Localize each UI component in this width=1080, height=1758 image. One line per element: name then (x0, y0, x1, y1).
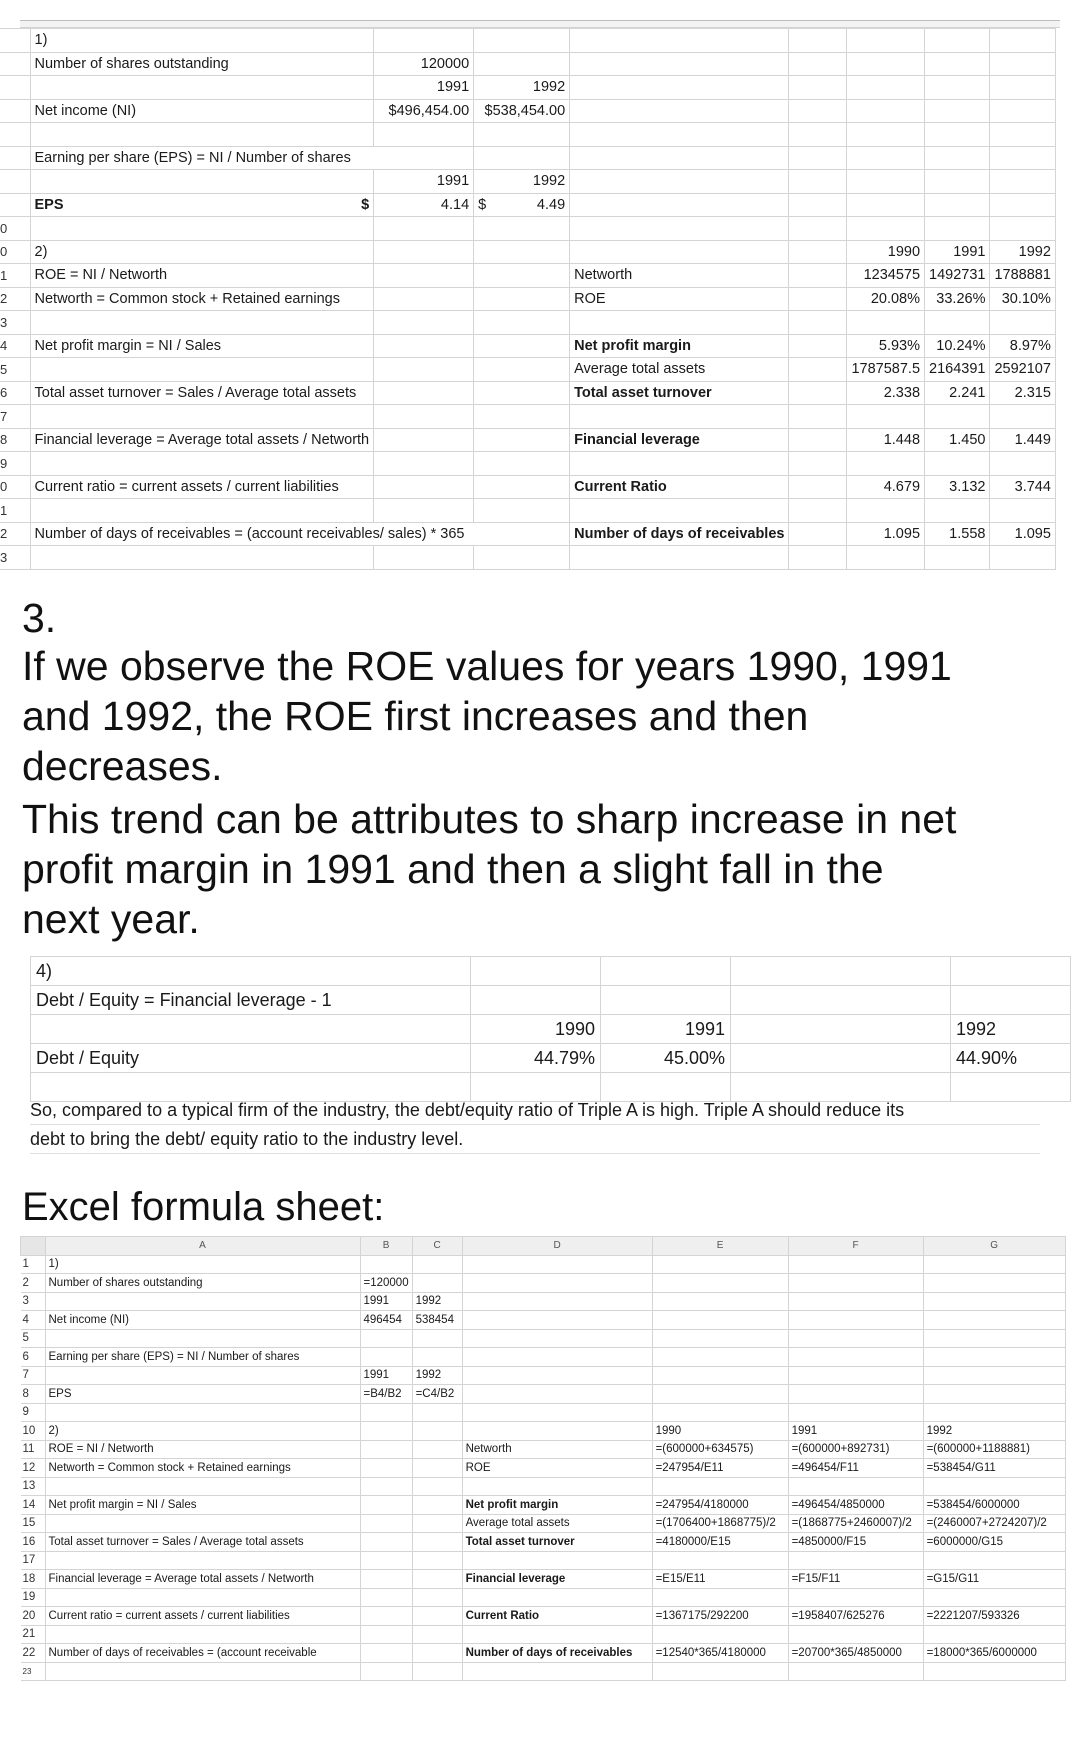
cell-e15[interactable]: =(1706400+1868775)/2 (652, 1514, 788, 1533)
cell-f10[interactable]: 1991 (788, 1422, 923, 1441)
row-3 (0, 76, 1055, 100)
select-all-corner[interactable] (21, 1237, 46, 1256)
cell-ndr-definition[interactable]: Number of days of receivables = (account receivables/ sales) * 365 (30, 522, 570, 546)
cell-b4[interactable]: 496454 (360, 1311, 412, 1330)
cell-d15[interactable]: Average total assets (462, 1514, 652, 1533)
cell-f18[interactable]: =F15/F11 (788, 1570, 923, 1589)
cell-ndr-label[interactable]: Number of days of receivables (570, 522, 789, 546)
row-12 (0, 287, 1055, 311)
f-row-3 (21, 1292, 1066, 1311)
f-row-15 (21, 1514, 1066, 1533)
row-18 (0, 428, 1055, 452)
section-3-line-6: next year. (22, 896, 200, 942)
cell-ata-1990[interactable]: 1787587.5 (847, 358, 925, 382)
column-header-strip (20, 20, 1060, 28)
row-13 (0, 311, 1055, 335)
cell-a4[interactable]: Net income (NI) (45, 1311, 360, 1330)
cell-e18[interactable]: =E15/E11 (652, 1570, 788, 1589)
section-3-line-5: profit margin in 1991 and then a slight fall in the (22, 846, 884, 892)
cell-eps-1991[interactable]: 4.14 (374, 193, 474, 217)
cell-f20[interactable]: =1958407/625276 (788, 1607, 923, 1626)
row-number: 9 (0, 452, 30, 476)
row-header[interactable]: 11 (21, 1440, 46, 1459)
row-number: 0 (0, 240, 30, 264)
cell-e11[interactable]: =(600000+634575) (652, 1440, 788, 1459)
cell-e12[interactable]: =247954/E11 (652, 1459, 788, 1478)
cell-ndr-1991[interactable]: 1.558 (925, 522, 990, 546)
cell-npm-definition[interactable]: Net profit margin = NI / Sales (30, 334, 374, 358)
cell-roe-label[interactable]: ROE (570, 287, 789, 311)
row-number: 3 (0, 546, 30, 570)
cell-a1[interactable]: 1) (45, 1255, 360, 1274)
f-row-9 (21, 1403, 1066, 1422)
cell-npm-1992[interactable]: 8.97% (990, 334, 1055, 358)
cell-tat-1991[interactable]: 2.241 (925, 381, 990, 405)
cell-eps-label[interactable]: EPS $ (30, 193, 374, 217)
cell-e22[interactable]: =12540*365/4180000 (652, 1644, 788, 1663)
row-header[interactable]: 8 (21, 1385, 46, 1404)
cell-d11[interactable]: Networth (462, 1440, 652, 1459)
row-14 (0, 334, 1055, 358)
cell-de-year-1990[interactable]: 1990 (471, 1015, 601, 1044)
f-row-12 (21, 1459, 1066, 1478)
cell-d18[interactable]: Financial leverage (462, 1570, 652, 1589)
conclusion-paragraph (30, 1096, 1040, 1154)
row-header[interactable]: 20 (21, 1607, 46, 1626)
cell-cr-1990[interactable]: 4.679 (847, 475, 925, 499)
f-row-2 (21, 1274, 1066, 1293)
cell-a12[interactable]: Networth = Common stock + Retained earnings (45, 1459, 360, 1478)
section-3-line-4: This trend can be attributes to sharp increase in net (22, 796, 957, 842)
cell-roe-definition[interactable]: ROE = NI / Networth (30, 264, 374, 288)
column-header-row (21, 1237, 1066, 1256)
cell-e14[interactable]: =247954/4180000 (652, 1496, 788, 1515)
section-3-line-1: If we observe the ROE values for years 1990, 1991 (22, 643, 952, 689)
col-header-c[interactable]: C (412, 1237, 462, 1256)
f-row-13 (21, 1477, 1066, 1496)
cell-tat-label[interactable]: Total asset turnover (570, 381, 789, 405)
cell-de-year-1992[interactable]: 1992 (951, 1015, 1071, 1044)
cell-tat-definition[interactable]: Total asset turnover = Sales / Average total assets (30, 381, 374, 405)
cell-section-1[interactable]: 1) (30, 29, 374, 53)
col-header-e[interactable]: E (652, 1237, 788, 1256)
cell-roe-1990[interactable]: 20.08% (847, 287, 925, 311)
row-10 (0, 240, 1055, 264)
row-number: 8 (0, 428, 30, 452)
row-number: 2 (0, 522, 30, 546)
cell-c8[interactable]: =C4/B2 (412, 1385, 462, 1404)
f-row-7 (21, 1366, 1066, 1385)
cell-ndr-1992[interactable]: 1.095 (990, 522, 1055, 546)
cell-ata-label[interactable]: Average total assets (570, 358, 789, 382)
cell-fl-1992[interactable]: 1.449 (990, 428, 1055, 452)
cell-year-1991b[interactable]: 1991 (925, 240, 990, 264)
cell-section-2[interactable]: 2) (30, 240, 374, 264)
f-row-21 (21, 1625, 1066, 1644)
cell-a16[interactable]: Total asset turnover = Sales / Average total assets (45, 1533, 360, 1552)
cell-eps-1992[interactable]: $ 4.49 (474, 193, 570, 217)
cell-de-1990[interactable]: 44.79% (471, 1044, 601, 1073)
cell-shares-label[interactable]: Number of shares outstanding (30, 52, 374, 76)
cell-d14[interactable]: Net profit margin (462, 1496, 652, 1515)
cell-tat-1992[interactable]: 2.315 (990, 381, 1055, 405)
row-9 (0, 217, 1055, 241)
cell-npm-1990[interactable]: 5.93% (847, 334, 925, 358)
cell-year-1990[interactable]: 1990 (847, 240, 925, 264)
cell-f14[interactable]: =496454/4850000 (788, 1496, 923, 1515)
row-15 (0, 358, 1055, 382)
cell-e10[interactable]: 1990 (652, 1422, 788, 1441)
cell-npm-1991[interactable]: 10.24% (925, 334, 990, 358)
cell-networth-label[interactable]: Networth (570, 264, 789, 288)
cell-networth-1990[interactable]: 1234575 (847, 264, 925, 288)
row-header[interactable]: 17 (21, 1551, 46, 1570)
f-row-17 (21, 1551, 1066, 1570)
row-header[interactable]: 1 (21, 1255, 46, 1274)
row-number: 7 (0, 405, 30, 429)
f-row-8 (21, 1385, 1066, 1404)
row-header[interactable]: 5 (21, 1329, 46, 1348)
cell-year-1991[interactable]: 1991 (374, 76, 474, 100)
cell-year-1992b[interactable]: 1992 (990, 240, 1055, 264)
col-header-f[interactable]: F (788, 1237, 923, 1256)
section-4-table (30, 956, 1070, 1102)
cell-eps-year-1992[interactable]: 1992 (474, 170, 570, 194)
section-3-number: 3. (22, 595, 57, 641)
cell-g18[interactable]: =G15/G11 (923, 1570, 1065, 1589)
cell-networth-1992[interactable]: 1788881 (990, 264, 1055, 288)
cell-tat-1990[interactable]: 2.338 (847, 381, 925, 405)
cell-f22[interactable]: =20700*365/4850000 (788, 1644, 923, 1663)
f-row-11 (21, 1440, 1066, 1459)
f-row-14 (21, 1496, 1066, 1515)
cell-d16[interactable]: Total asset turnover (462, 1533, 652, 1552)
f-row-4 (21, 1311, 1066, 1330)
cell-g16[interactable]: =6000000/G15 (923, 1533, 1065, 1552)
row-11 (0, 264, 1055, 288)
row-header[interactable]: 23 (21, 1662, 46, 1681)
row-2 (0, 52, 1055, 76)
cell-g14[interactable]: =538454/6000000 (923, 1496, 1065, 1515)
cell-ni-1991[interactable]: $496,454.00 (374, 99, 474, 123)
row-header[interactable]: 6 (21, 1348, 46, 1367)
cell-cr-label[interactable]: Current Ratio (570, 475, 789, 499)
cell-c7[interactable]: 1992 (412, 1366, 462, 1385)
cell-shares-value[interactable]: 120000 (374, 52, 474, 76)
row-number: 1 (0, 264, 30, 288)
col-header-d[interactable]: D (462, 1237, 652, 1256)
cell-year-1992[interactable]: 1992 (474, 76, 570, 100)
row-header[interactable]: 2 (21, 1274, 46, 1293)
formula-sheet-heading: Excel formula sheet: (22, 1185, 385, 1229)
cell-a8[interactable]: EPS (45, 1385, 360, 1404)
row-22 (0, 522, 1055, 546)
cell-g15[interactable]: =(2460007+2724207)/2 (923, 1514, 1065, 1533)
cell-a11[interactable]: ROE = NI / Networth (45, 1440, 360, 1459)
cell-a22[interactable]: Number of days of receivables = (account receivable (45, 1644, 360, 1663)
f-row-10 (21, 1422, 1066, 1441)
row-header[interactable]: 18 (21, 1570, 46, 1589)
cell-f16[interactable]: =4850000/F15 (788, 1533, 923, 1552)
cell-d12[interactable]: ROE (462, 1459, 652, 1478)
conclusion-line-1: So, compared to a typical firm of the industry, the debt/equity ratio of Triple A is high. Triple A should reduce its (30, 1096, 1040, 1125)
row-number: 5 (0, 358, 30, 382)
row-5 (0, 123, 1055, 147)
f-row-19 (21, 1588, 1066, 1607)
cell-cr-1992[interactable]: 3.744 (990, 475, 1055, 499)
col-header-a[interactable]: A (45, 1237, 360, 1256)
row-4 (0, 99, 1055, 123)
f-row-23 (21, 1662, 1066, 1681)
cell-networth-definition[interactable]: Networth = Common stock + Retained earnings (30, 287, 374, 311)
cell-e20[interactable]: =1367175/292200 (652, 1607, 788, 1626)
row-header[interactable]: 7 (21, 1366, 46, 1385)
cell-cr-definition[interactable]: Current ratio = current assets / current liabilities (30, 475, 374, 499)
cell-a2[interactable]: Number of shares outstanding (45, 1274, 360, 1293)
f-row-18 (21, 1570, 1066, 1589)
row-header[interactable]: 12 (21, 1459, 46, 1478)
cell-debt-equity-label[interactable]: Debt / Equity (31, 1044, 471, 1073)
cell-a6[interactable]: Earning per share (EPS) = NI / Number of shares (45, 1348, 360, 1367)
cell-eps-dollar-1991: $ (361, 196, 370, 213)
cell-section-4[interactable]: 4) (31, 957, 471, 986)
cell-fl-definition[interactable]: Financial leverage = Average total assets / Networth (30, 428, 374, 452)
section-3-line-2: and 1992, the ROE first increases and then (22, 693, 809, 739)
cell-cr-1991[interactable]: 3.132 (925, 475, 990, 499)
cell-de-year-1991[interactable]: 1991 (601, 1015, 731, 1044)
cell-ata-1992[interactable]: 2592107 (990, 358, 1055, 382)
cell-eps-year-1991[interactable]: 1991 (374, 170, 474, 194)
cell-c4[interactable]: 538454 (412, 1311, 462, 1330)
row-number: 1 (0, 499, 30, 523)
conclusion-line-2: debt to bring the debt/ equity ratio to the industry level. (30, 1125, 1040, 1154)
cell-b8[interactable]: =B4/B2 (360, 1385, 412, 1404)
col-header-b[interactable]: B (360, 1237, 412, 1256)
row-20 (0, 475, 1055, 499)
row-header[interactable]: 22 (21, 1644, 46, 1663)
row-23 (0, 546, 1055, 570)
cell-networth-1991[interactable]: 1492731 (925, 264, 990, 288)
cell-c3[interactable]: 1992 (412, 1292, 462, 1311)
cell-a14[interactable]: Net profit margin = NI / Sales (45, 1496, 360, 1515)
cell-eps-definition[interactable]: Earning per share (EPS) = NI / Number of shares (30, 146, 474, 170)
cell-e16[interactable]: =4180000/E15 (652, 1533, 788, 1552)
row-19 (0, 452, 1055, 476)
cell-ni-1992[interactable]: $538,454.00 (474, 99, 570, 123)
cell-b3[interactable]: 1991 (360, 1292, 412, 1311)
row-7 (0, 170, 1055, 194)
cell-ata-1991[interactable]: 2164391 (925, 358, 990, 382)
cell-g22[interactable]: =18000*365/6000000 (923, 1644, 1065, 1663)
cell-ni-label[interactable]: Net income (NI) (30, 99, 374, 123)
f-row-20 (21, 1607, 1066, 1626)
cell-d20[interactable]: Current Ratio (462, 1607, 652, 1626)
cell-g10[interactable]: 1992 (923, 1422, 1065, 1441)
row-21 (0, 499, 1055, 523)
row-header[interactable]: 9 (21, 1403, 46, 1422)
cell-roe-1991[interactable]: 33.26% (925, 287, 990, 311)
formula-sheet (20, 1236, 1066, 1681)
cell-a10[interactable]: 2) (45, 1422, 360, 1441)
cell-de-1991[interactable]: 45.00% (601, 1044, 731, 1073)
cell-de-1992[interactable]: 44.90% (951, 1044, 1071, 1073)
results-sheet (0, 28, 1056, 570)
cell-f15[interactable]: =(1868775+2460007)/2 (788, 1514, 923, 1533)
cell-g11[interactable]: =(600000+1188881) (923, 1440, 1065, 1459)
cell-a20[interactable]: Current ratio = current assets / current liabilities (45, 1607, 360, 1626)
cell-fl-label[interactable]: Financial leverage (570, 428, 789, 452)
f-row-1 (21, 1255, 1066, 1274)
cell-debt-equity-definition[interactable]: Debt / Equity = Financial leverage - 1 (31, 986, 471, 1015)
row-number: 0 (0, 475, 30, 499)
row-6 (0, 146, 1055, 170)
row-number: 6 (0, 381, 30, 405)
section-3-line-3: decreases. (22, 743, 223, 789)
row-16 (0, 381, 1055, 405)
f-row-5 (21, 1329, 1066, 1348)
row-8 (0, 193, 1055, 217)
cell-d22[interactable]: Number of days of receivables (462, 1644, 652, 1663)
cell-b2[interactable]: =120000 (360, 1274, 412, 1293)
cell-roe-1992[interactable]: 30.10% (990, 287, 1055, 311)
row-number: 4 (0, 334, 30, 358)
row-number: 3 (0, 311, 30, 335)
row-header[interactable]: 3 (21, 1292, 46, 1311)
f-row-22 (21, 1644, 1066, 1663)
row-1 (0, 29, 1055, 53)
cell-f11[interactable]: =(600000+892731) (788, 1440, 923, 1459)
row-header[interactable]: 14 (21, 1496, 46, 1515)
f-row-6 (21, 1348, 1066, 1367)
row-header[interactable]: 16 (21, 1533, 46, 1552)
cell-ndr-1990[interactable]: 1.095 (847, 522, 925, 546)
row-header[interactable]: 10 (21, 1422, 46, 1441)
cell-b7[interactable]: 1991 (360, 1366, 412, 1385)
col-header-g[interactable]: G (923, 1237, 1065, 1256)
cell-fl-1990[interactable]: 1.448 (847, 428, 925, 452)
cell-g20[interactable]: =2221207/593326 (923, 1607, 1065, 1626)
cell-g12[interactable]: =538454/G11 (923, 1459, 1065, 1478)
row-header[interactable]: 15 (21, 1514, 46, 1533)
row-17 (0, 405, 1055, 429)
cell-a18[interactable]: Financial leverage = Average total assets / Networth (45, 1570, 360, 1589)
f-row-16 (21, 1533, 1066, 1552)
row-number: 2 (0, 287, 30, 311)
cell-fl-1991[interactable]: 1.450 (925, 428, 990, 452)
cell-npm-label[interactable]: Net profit margin (570, 334, 789, 358)
row-header[interactable]: 21 (21, 1625, 46, 1644)
row-header[interactable]: 19 (21, 1588, 46, 1607)
cell-f12[interactable]: =496454/F11 (788, 1459, 923, 1478)
row-header[interactable]: 4 (21, 1311, 46, 1330)
row-header[interactable]: 13 (21, 1477, 46, 1496)
row-number: 0 (0, 217, 30, 241)
